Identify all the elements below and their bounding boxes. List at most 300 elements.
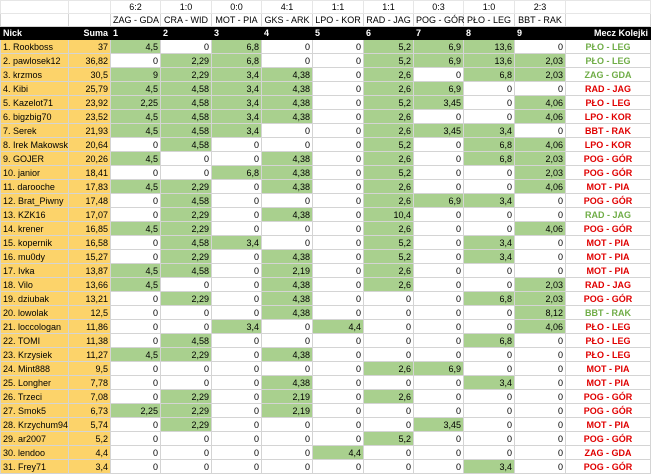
- points-cell[interactable]: 4,06: [515, 110, 566, 124]
- points-cell[interactable]: 4,58: [161, 194, 212, 208]
- points-cell[interactable]: 0: [111, 362, 161, 376]
- points-cell[interactable]: 0: [262, 320, 313, 334]
- points-cell[interactable]: 0: [111, 320, 161, 334]
- match-of-round-cell[interactable]: MOT - PIA: [566, 362, 651, 376]
- points-cell[interactable]: 0: [364, 306, 414, 320]
- round-header[interactable]: 5: [313, 27, 364, 40]
- points-cell[interactable]: 2,03: [515, 54, 566, 68]
- points-cell[interactable]: 0: [414, 264, 464, 278]
- suma-cell[interactable]: 11,27: [69, 348, 111, 362]
- match-of-round-cell[interactable]: RAD - JAG: [566, 82, 651, 96]
- score-cell[interactable]: 1:1: [313, 1, 364, 14]
- nick-cell[interactable]: 19. dziubak: [1, 292, 69, 306]
- points-cell[interactable]: 4,58: [161, 96, 212, 110]
- points-cell[interactable]: 2,19: [262, 390, 313, 404]
- points-cell[interactable]: 0: [212, 432, 262, 446]
- points-cell[interactable]: 0: [414, 390, 464, 404]
- suma-cell[interactable]: 25,79: [69, 82, 111, 96]
- points-cell[interactable]: 2,29: [161, 180, 212, 194]
- nick-cell[interactable]: 15. kopernik: [1, 236, 69, 250]
- points-cell[interactable]: 0: [161, 40, 212, 54]
- score-cell[interactable]: 1:0: [464, 1, 515, 14]
- points-cell[interactable]: 2,03: [515, 166, 566, 180]
- points-cell[interactable]: 0: [515, 194, 566, 208]
- points-cell[interactable]: 6,8: [212, 54, 262, 68]
- nick-cell[interactable]: 20. lowolak: [1, 306, 69, 320]
- points-cell[interactable]: 6,8: [464, 68, 515, 82]
- points-cell[interactable]: 0: [464, 348, 515, 362]
- points-cell[interactable]: 2,6: [364, 194, 414, 208]
- points-cell[interactable]: 0: [262, 334, 313, 348]
- suma-cell[interactable]: 13,66: [69, 278, 111, 292]
- points-cell[interactable]: 0: [313, 348, 364, 362]
- match-of-round-cell[interactable]: BBT - RAK: [566, 306, 651, 320]
- points-cell[interactable]: 0: [161, 320, 212, 334]
- points-cell[interactable]: 4,38: [262, 166, 313, 180]
- points-cell[interactable]: 4,5: [111, 124, 161, 138]
- nick-cell[interactable]: 14. krener: [1, 222, 69, 236]
- points-cell[interactable]: 0: [515, 124, 566, 138]
- suma-cell[interactable]: 13,21: [69, 292, 111, 306]
- points-cell[interactable]: 6,8: [464, 152, 515, 166]
- points-cell[interactable]: 0: [212, 390, 262, 404]
- points-cell[interactable]: 0: [414, 152, 464, 166]
- points-cell[interactable]: 0: [313, 418, 364, 432]
- points-cell[interactable]: 2,29: [161, 418, 212, 432]
- points-cell[interactable]: 0: [262, 236, 313, 250]
- points-cell[interactable]: 3,4: [212, 96, 262, 110]
- points-cell[interactable]: 3,4: [464, 250, 515, 264]
- points-cell[interactable]: 0: [262, 54, 313, 68]
- points-cell[interactable]: 4,06: [515, 320, 566, 334]
- match-pair-cell[interactable]: PŁO - LEG: [464, 14, 515, 27]
- points-cell[interactable]: 0: [262, 362, 313, 376]
- suma-cell[interactable]: 7,08: [69, 390, 111, 404]
- points-cell[interactable]: 0: [212, 180, 262, 194]
- points-cell[interactable]: 0: [212, 446, 262, 460]
- points-cell[interactable]: 0: [515, 460, 566, 474]
- nick-cell[interactable]: 27. Smok5: [1, 404, 69, 418]
- points-cell[interactable]: 13,6: [464, 54, 515, 68]
- points-cell[interactable]: 0: [212, 292, 262, 306]
- points-cell[interactable]: 2,6: [364, 152, 414, 166]
- nick-cell[interactable]: 26. Trzeci: [1, 390, 69, 404]
- points-cell[interactable]: 9: [111, 68, 161, 82]
- points-cell[interactable]: 0: [364, 376, 414, 390]
- score-cell[interactable]: 4:1: [262, 1, 313, 14]
- suma-cell[interactable]: 12,5: [69, 306, 111, 320]
- points-cell[interactable]: 0: [464, 390, 515, 404]
- score-cell[interactable]: 1:1: [364, 1, 414, 14]
- nick-cell[interactable]: 23. Krzysiek: [1, 348, 69, 362]
- points-cell[interactable]: 0: [515, 390, 566, 404]
- points-cell[interactable]: 0: [313, 222, 364, 236]
- points-cell[interactable]: 0: [364, 320, 414, 334]
- suma-cell[interactable]: 5,2: [69, 432, 111, 446]
- points-cell[interactable]: 4,06: [515, 222, 566, 236]
- points-cell[interactable]: 0: [262, 40, 313, 54]
- points-cell[interactable]: 0: [161, 460, 212, 474]
- points-cell[interactable]: 2,29: [161, 250, 212, 264]
- points-cell[interactable]: 0: [313, 194, 364, 208]
- points-cell[interactable]: 3,4: [212, 82, 262, 96]
- points-cell[interactable]: 0: [212, 334, 262, 348]
- points-cell[interactable]: 2,29: [161, 68, 212, 82]
- round-header[interactable]: 1: [111, 27, 161, 40]
- suma-cell[interactable]: 9,5: [69, 362, 111, 376]
- points-cell[interactable]: 2,29: [161, 208, 212, 222]
- points-cell[interactable]: 0: [313, 82, 364, 96]
- points-cell[interactable]: 4,5: [111, 180, 161, 194]
- points-cell[interactable]: 0: [313, 166, 364, 180]
- suma-cell[interactable]: 30,5: [69, 68, 111, 82]
- points-cell[interactable]: 0: [161, 152, 212, 166]
- nick-cell[interactable]: 4. Kibi: [1, 82, 69, 96]
- nick-cell[interactable]: 25. Longher: [1, 376, 69, 390]
- points-cell[interactable]: 0: [464, 96, 515, 110]
- points-cell[interactable]: 4,5: [111, 40, 161, 54]
- points-cell[interactable]: 0: [464, 166, 515, 180]
- round-header[interactable]: 2: [161, 27, 212, 40]
- points-cell[interactable]: 0: [313, 460, 364, 474]
- points-cell[interactable]: 0: [364, 292, 414, 306]
- points-cell[interactable]: 2,6: [364, 362, 414, 376]
- nick-cell[interactable]: 13. KZK16: [1, 208, 69, 222]
- points-cell[interactable]: 2,03: [515, 68, 566, 82]
- points-cell[interactable]: 5,2: [364, 40, 414, 54]
- nick-cell[interactable]: 22. TOMI: [1, 334, 69, 348]
- match-pair-cell[interactable]: CRA - WID: [161, 14, 212, 27]
- points-cell[interactable]: 6,8: [212, 166, 262, 180]
- points-cell[interactable]: 0: [414, 236, 464, 250]
- points-cell[interactable]: 0: [414, 180, 464, 194]
- points-cell[interactable]: 5,2: [364, 250, 414, 264]
- points-cell[interactable]: 2,03: [515, 152, 566, 166]
- points-cell[interactable]: 0: [212, 362, 262, 376]
- suma-cell[interactable]: 3,4: [69, 460, 111, 474]
- suma-cell[interactable]: 11,86: [69, 320, 111, 334]
- points-cell[interactable]: 2,6: [364, 82, 414, 96]
- suma-cell[interactable]: 7,78: [69, 376, 111, 390]
- suma-cell[interactable]: 20,64: [69, 138, 111, 152]
- points-cell[interactable]: 10,4: [364, 208, 414, 222]
- score-cell[interactable]: 0:3: [414, 1, 464, 14]
- points-cell[interactable]: 0: [161, 362, 212, 376]
- points-cell[interactable]: 0: [111, 390, 161, 404]
- points-cell[interactable]: 0: [313, 208, 364, 222]
- match-of-round-cell[interactable]: LPO - KOR: [566, 110, 651, 124]
- points-cell[interactable]: 4,38: [262, 348, 313, 362]
- match-of-round-cell[interactable]: MOT - PIA: [566, 250, 651, 264]
- suma-cell[interactable]: 15,27: [69, 250, 111, 264]
- nick-cell[interactable]: 24. Mint888: [1, 362, 69, 376]
- points-cell[interactable]: 3,4: [212, 68, 262, 82]
- points-cell[interactable]: 2,6: [364, 110, 414, 124]
- nick-cell[interactable]: 8. Irek Makowsk: [1, 138, 69, 152]
- points-cell[interactable]: 0: [111, 432, 161, 446]
- points-cell[interactable]: 4,4: [313, 446, 364, 460]
- points-cell[interactable]: 0: [364, 404, 414, 418]
- nick-cell[interactable]: 6. bigzbig70: [1, 110, 69, 124]
- points-cell[interactable]: 0: [414, 460, 464, 474]
- points-cell[interactable]: 0: [313, 180, 364, 194]
- points-cell[interactable]: 0: [212, 138, 262, 152]
- suma-cell[interactable]: 23,92: [69, 96, 111, 110]
- points-cell[interactable]: 4,5: [111, 348, 161, 362]
- points-cell[interactable]: 4,5: [111, 82, 161, 96]
- points-cell[interactable]: 0: [313, 40, 364, 54]
- points-cell[interactable]: 0: [464, 208, 515, 222]
- points-cell[interactable]: 3,45: [414, 418, 464, 432]
- points-cell[interactable]: 4,38: [262, 68, 313, 82]
- points-cell[interactable]: 0: [364, 418, 414, 432]
- points-cell[interactable]: 0: [313, 292, 364, 306]
- match-of-round-cell[interactable]: RAD - JAG: [566, 208, 651, 222]
- points-cell[interactable]: 0: [111, 460, 161, 474]
- round-header[interactable]: 4: [262, 27, 313, 40]
- suma-cell[interactable]: 18,41: [69, 166, 111, 180]
- points-cell[interactable]: 0: [111, 138, 161, 152]
- match-pair-cell[interactable]: BBT - RAK: [515, 14, 566, 27]
- points-cell[interactable]: 0: [313, 96, 364, 110]
- points-cell[interactable]: 0: [262, 138, 313, 152]
- match-of-round-cell[interactable]: PŁO - LEG: [566, 54, 651, 68]
- suma-header[interactable]: Suma: [69, 27, 111, 40]
- points-cell[interactable]: 2,6: [364, 180, 414, 194]
- points-cell[interactable]: 0: [111, 194, 161, 208]
- points-cell[interactable]: 4,5: [111, 152, 161, 166]
- nick-cell[interactable]: 17. Ivka: [1, 264, 69, 278]
- points-cell[interactable]: 4,4: [313, 320, 364, 334]
- match-pair-cell[interactable]: LPO - KOR: [313, 14, 364, 27]
- points-cell[interactable]: 0: [464, 404, 515, 418]
- points-cell[interactable]: 0: [515, 236, 566, 250]
- suma-cell[interactable]: 21,93: [69, 124, 111, 138]
- suma-cell[interactable]: 5,74: [69, 418, 111, 432]
- points-cell[interactable]: 5,2: [364, 236, 414, 250]
- points-cell[interactable]: 0: [111, 334, 161, 348]
- points-cell[interactable]: 6,9: [414, 82, 464, 96]
- points-cell[interactable]: 4,5: [111, 278, 161, 292]
- points-cell[interactable]: 3,45: [414, 96, 464, 110]
- suma-cell[interactable]: 16,58: [69, 236, 111, 250]
- points-cell[interactable]: 0: [515, 208, 566, 222]
- match-of-round-cell[interactable]: POG - GÓR: [566, 222, 651, 236]
- points-cell[interactable]: 4,38: [262, 278, 313, 292]
- match-of-round-cell[interactable]: POG - GÓR: [566, 152, 651, 166]
- nick-cell[interactable]: 1. Rookboss: [1, 40, 69, 54]
- score-cell[interactable]: 0:0: [212, 1, 262, 14]
- points-cell[interactable]: 0: [313, 54, 364, 68]
- points-cell[interactable]: 4,5: [111, 264, 161, 278]
- score-cell[interactable]: 1:0: [161, 1, 212, 14]
- points-cell[interactable]: 2,19: [262, 264, 313, 278]
- match-of-round-cell[interactable]: POG - GÓR: [566, 404, 651, 418]
- points-cell[interactable]: 0: [364, 348, 414, 362]
- points-cell[interactable]: 2,29: [161, 390, 212, 404]
- points-cell[interactable]: 2,29: [161, 222, 212, 236]
- points-cell[interactable]: 0: [111, 446, 161, 460]
- points-cell[interactable]: 2,6: [364, 222, 414, 236]
- points-cell[interactable]: 0: [313, 404, 364, 418]
- suma-cell[interactable]: 4,4: [69, 446, 111, 460]
- points-cell[interactable]: 0: [515, 250, 566, 264]
- points-cell[interactable]: 0: [111, 250, 161, 264]
- points-cell[interactable]: 3,4: [212, 320, 262, 334]
- suma-cell[interactable]: 11,38: [69, 334, 111, 348]
- points-cell[interactable]: 0: [161, 446, 212, 460]
- points-cell[interactable]: 2,29: [161, 348, 212, 362]
- points-cell[interactable]: 0: [515, 418, 566, 432]
- points-cell[interactable]: 3,4: [212, 236, 262, 250]
- match-pair-cell[interactable]: MOT - PIA: [212, 14, 262, 27]
- points-cell[interactable]: 0: [262, 222, 313, 236]
- nick-cell[interactable]: 9. GOJER: [1, 152, 69, 166]
- points-cell[interactable]: 2,03: [515, 278, 566, 292]
- points-cell[interactable]: 0: [414, 446, 464, 460]
- points-cell[interactable]: 0: [414, 222, 464, 236]
- nick-cell[interactable]: 5. Kazelot71: [1, 96, 69, 110]
- points-cell[interactable]: 4,58: [161, 236, 212, 250]
- points-cell[interactable]: 0: [212, 222, 262, 236]
- points-cell[interactable]: 4,38: [262, 96, 313, 110]
- points-cell[interactable]: 6,9: [414, 362, 464, 376]
- points-cell[interactable]: 6,9: [414, 40, 464, 54]
- points-cell[interactable]: 0: [464, 418, 515, 432]
- points-cell[interactable]: 4,38: [262, 376, 313, 390]
- match-of-round-cell[interactable]: ZAG - GDA: [566, 68, 651, 82]
- nick-cell[interactable]: 29. ar2007: [1, 432, 69, 446]
- match-pair-cell[interactable]: GKS - ARK: [262, 14, 313, 27]
- points-cell[interactable]: 0: [464, 432, 515, 446]
- suma-cell[interactable]: 36,82: [69, 54, 111, 68]
- points-cell[interactable]: 2,29: [161, 292, 212, 306]
- points-cell[interactable]: 0: [364, 446, 414, 460]
- points-cell[interactable]: 0: [414, 292, 464, 306]
- match-of-round-cell[interactable]: MOT - PIA: [566, 180, 651, 194]
- nick-cell[interactable]: 12. Brat_Piwny: [1, 194, 69, 208]
- points-cell[interactable]: 3,4: [464, 376, 515, 390]
- points-cell[interactable]: 0: [464, 264, 515, 278]
- points-cell[interactable]: 0: [212, 250, 262, 264]
- points-cell[interactable]: 0: [464, 82, 515, 96]
- points-cell[interactable]: 0: [212, 306, 262, 320]
- points-cell[interactable]: 4,5: [111, 222, 161, 236]
- points-cell[interactable]: 0: [313, 264, 364, 278]
- points-cell[interactable]: 0: [212, 264, 262, 278]
- points-cell[interactable]: 0: [111, 292, 161, 306]
- points-cell[interactable]: 0: [313, 152, 364, 166]
- points-cell[interactable]: 0: [515, 446, 566, 460]
- points-cell[interactable]: 0: [313, 432, 364, 446]
- points-cell[interactable]: 0: [111, 236, 161, 250]
- points-cell[interactable]: 0: [515, 264, 566, 278]
- suma-cell[interactable]: 23,52: [69, 110, 111, 124]
- points-cell[interactable]: 6,8: [212, 40, 262, 54]
- points-cell[interactable]: 0: [212, 376, 262, 390]
- suma-cell[interactable]: 17,48: [69, 194, 111, 208]
- points-cell[interactable]: 6,9: [414, 54, 464, 68]
- points-cell[interactable]: 0: [161, 278, 212, 292]
- points-cell[interactable]: 4,06: [515, 180, 566, 194]
- points-cell[interactable]: 6,8: [464, 138, 515, 152]
- points-cell[interactable]: 0: [414, 68, 464, 82]
- points-cell[interactable]: 0: [111, 208, 161, 222]
- suma-cell[interactable]: 20,26: [69, 152, 111, 166]
- points-cell[interactable]: 0: [313, 110, 364, 124]
- points-cell[interactable]: 0: [414, 166, 464, 180]
- points-cell[interactable]: 0: [364, 334, 414, 348]
- points-cell[interactable]: 2,6: [364, 124, 414, 138]
- points-cell[interactable]: 4,58: [161, 334, 212, 348]
- score-cell[interactable]: 6:2: [111, 1, 161, 14]
- points-cell[interactable]: 0: [313, 376, 364, 390]
- match-of-round-cell[interactable]: RAD - JAG: [566, 278, 651, 292]
- match-of-round-cell[interactable]: POG - GÓR: [566, 460, 651, 474]
- match-of-round-cell[interactable]: POG - GÓR: [566, 390, 651, 404]
- points-cell[interactable]: 0: [111, 166, 161, 180]
- nick-cell[interactable]: 10. janior: [1, 166, 69, 180]
- points-cell[interactable]: 0: [464, 110, 515, 124]
- points-cell[interactable]: 4,38: [262, 82, 313, 96]
- points-cell[interactable]: 0: [515, 40, 566, 54]
- points-cell[interactable]: 5,2: [364, 54, 414, 68]
- points-cell[interactable]: 0: [262, 194, 313, 208]
- points-cell[interactable]: 0: [313, 278, 364, 292]
- points-cell[interactable]: 2,25: [111, 96, 161, 110]
- round-header[interactable]: 8: [464, 27, 515, 40]
- points-cell[interactable]: 0: [464, 222, 515, 236]
- nick-cell[interactable]: 16. mu0dy: [1, 250, 69, 264]
- points-cell[interactable]: 4,58: [161, 138, 212, 152]
- points-cell[interactable]: 0: [313, 250, 364, 264]
- points-cell[interactable]: 0: [364, 460, 414, 474]
- points-cell[interactable]: 4,06: [515, 96, 566, 110]
- points-cell[interactable]: 5,2: [364, 138, 414, 152]
- nick-cell[interactable]: 28. Krzychum94: [1, 418, 69, 432]
- points-cell[interactable]: 0: [262, 432, 313, 446]
- points-cell[interactable]: 4,58: [161, 82, 212, 96]
- points-cell[interactable]: 0: [161, 432, 212, 446]
- match-of-round-cell[interactable]: ZAG - GDA: [566, 446, 651, 460]
- match-of-round-cell[interactable]: PŁO - LEG: [566, 96, 651, 110]
- points-cell[interactable]: 3,4: [212, 124, 262, 138]
- points-cell[interactable]: 0: [212, 418, 262, 432]
- points-cell[interactable]: 4,38: [262, 292, 313, 306]
- points-cell[interactable]: 0: [515, 404, 566, 418]
- points-cell[interactable]: 0: [414, 250, 464, 264]
- points-cell[interactable]: 0: [414, 376, 464, 390]
- points-cell[interactable]: 6,8: [464, 292, 515, 306]
- score-cell[interactable]: 2:3: [515, 1, 566, 14]
- match-of-round-cell[interactable]: PŁO - LEG: [566, 334, 651, 348]
- nick-cell[interactable]: 2. pawlosek12: [1, 54, 69, 68]
- points-cell[interactable]: 0: [313, 138, 364, 152]
- points-cell[interactable]: 0: [212, 348, 262, 362]
- points-cell[interactable]: 2,6: [364, 264, 414, 278]
- nick-cell[interactable]: 3. krzmos: [1, 68, 69, 82]
- points-cell[interactable]: 0: [313, 362, 364, 376]
- points-cell[interactable]: 0: [515, 362, 566, 376]
- points-cell[interactable]: 0: [515, 82, 566, 96]
- nick-cell[interactable]: 18. Vilo: [1, 278, 69, 292]
- points-cell[interactable]: 2,6: [364, 390, 414, 404]
- points-cell[interactable]: 0: [515, 432, 566, 446]
- points-cell[interactable]: 4,38: [262, 110, 313, 124]
- points-cell[interactable]: 0: [212, 278, 262, 292]
- round-header[interactable]: 3: [212, 27, 262, 40]
- points-cell[interactable]: 0: [111, 54, 161, 68]
